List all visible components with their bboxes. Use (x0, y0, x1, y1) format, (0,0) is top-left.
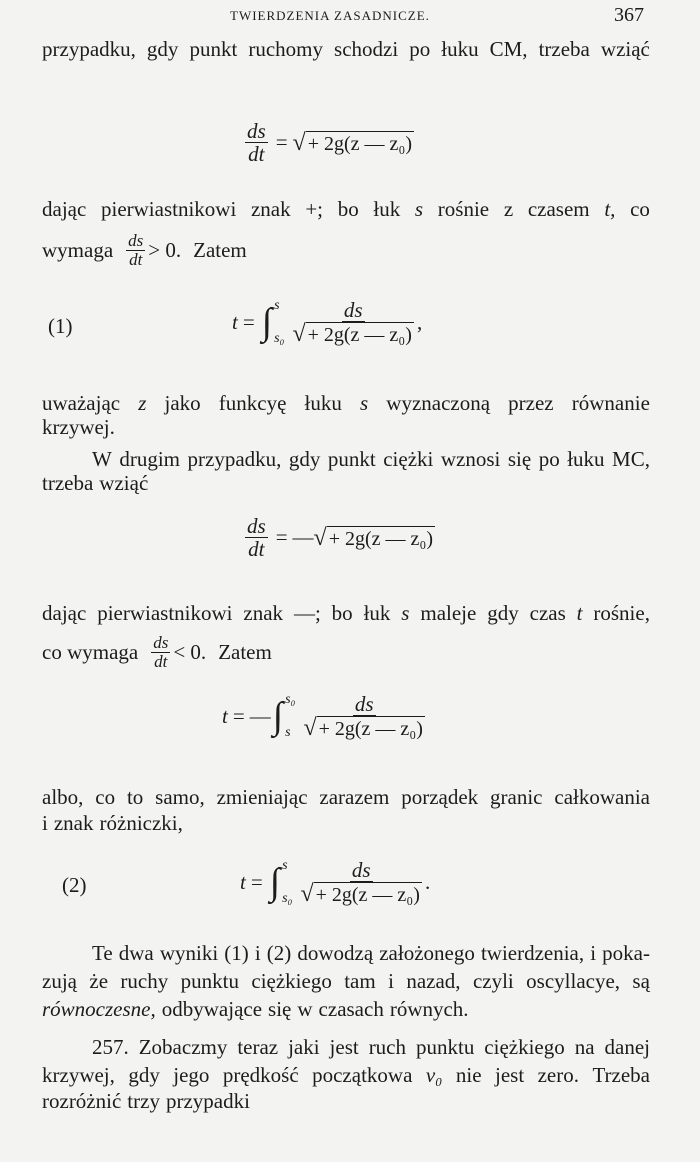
word: W (92, 447, 112, 471)
integral (262, 298, 285, 346)
word: krzywej. (42, 415, 115, 439)
fraction (245, 515, 268, 560)
word: ruchy (120, 969, 169, 993)
word: założonego (379, 941, 475, 965)
denominator: dt (129, 250, 143, 269)
word: ciężkiego (251, 969, 332, 993)
denominator: dt (248, 142, 265, 166)
word: czas (529, 601, 566, 625)
equation-ds-dt-positive (242, 120, 414, 165)
numerator: ds (247, 119, 266, 143)
word: przypadki (165, 1089, 250, 1113)
equation-2 (240, 858, 430, 906)
page-number: 367 (614, 4, 644, 26)
equation-1 (232, 298, 422, 346)
period: . (424, 869, 431, 894)
word: znak (250, 197, 291, 221)
word: wymaga (42, 238, 114, 262)
text-line (42, 996, 650, 1022)
radical-sign: √ (313, 524, 327, 551)
word: trzeba (538, 37, 590, 61)
square-root (314, 526, 436, 550)
word: Zobaczmy (138, 1035, 228, 1059)
numerator: ds (153, 633, 169, 652)
word: dowodzą (297, 941, 374, 965)
upper-limit: s₀ (285, 692, 296, 707)
word: równoczesne, (42, 997, 156, 1021)
word: maleje (420, 601, 477, 625)
word: nazad, (406, 969, 461, 993)
word: z (503, 197, 514, 221)
radicand: + 2g(z — z₀) (315, 883, 420, 906)
word: czasem (527, 197, 590, 221)
integral-sign: ∫ (261, 301, 273, 343)
numerator: ds (351, 857, 371, 882)
word: co (95, 785, 116, 809)
word: krzywej, (42, 1063, 115, 1087)
fraction (303, 693, 425, 740)
word: Te (92, 941, 113, 965)
word: ruch (368, 1035, 407, 1059)
word: przypadku, (42, 37, 136, 61)
text-line (42, 968, 650, 994)
word: ciężkiego (484, 1035, 565, 1059)
integral (270, 858, 293, 906)
word: oscyllacye, (526, 969, 621, 993)
word: dając (42, 197, 87, 221)
word: Zatem (193, 238, 247, 262)
word: gdy (146, 37, 179, 61)
equation-ds-dt-negative (242, 515, 435, 560)
numerator: ds (247, 514, 266, 538)
word: jego (173, 1063, 210, 1087)
word: się (268, 997, 292, 1021)
word: funkcyę (218, 391, 287, 415)
word: i (42, 811, 48, 835)
word: CM, (489, 37, 528, 61)
radicand: + 2g(z — z₀) (307, 323, 412, 346)
word: łuku (567, 447, 605, 471)
word: uważając (42, 391, 121, 415)
inequality: < 0. (173, 640, 207, 664)
minus-sign: — (249, 703, 271, 728)
word: ciężki (383, 447, 434, 471)
word: po (538, 447, 560, 471)
inline-condition-positive (42, 232, 247, 269)
word: wziąć (99, 471, 149, 495)
word: granic (490, 785, 543, 809)
radical-sign: √ (292, 129, 306, 156)
integral (273, 692, 296, 740)
word: MC, (612, 447, 650, 471)
text-line (92, 940, 650, 966)
word: rozróżnić (42, 1089, 122, 1113)
text-line (42, 784, 650, 810)
word: jako (164, 391, 201, 415)
word: wyniki (159, 941, 219, 965)
text-line (42, 470, 650, 496)
word: całkowania (554, 785, 650, 809)
word: bo (337, 197, 359, 221)
word: +; (305, 197, 324, 221)
word: po (409, 37, 431, 61)
word: punkt (189, 37, 238, 61)
word: łuk (363, 601, 391, 625)
word: równych. (389, 997, 469, 1021)
fraction (151, 634, 170, 671)
denominator: dt (248, 537, 265, 561)
word: punkt (327, 447, 376, 471)
word: s (414, 197, 424, 221)
word: początkowa (312, 1063, 413, 1087)
word: przypadku, (187, 447, 282, 471)
fraction (292, 299, 414, 346)
equals-sign: = (275, 130, 288, 154)
word: Trzeba (592, 1063, 650, 1087)
word: punktu (180, 969, 239, 993)
word: pierwiastnikowi (100, 197, 237, 221)
word: drugim (119, 447, 180, 471)
radical-sign: √ (292, 320, 306, 347)
text-line (42, 196, 650, 222)
word: na (574, 1035, 595, 1059)
word: rośnie (437, 197, 490, 221)
denominator: dt (154, 652, 168, 671)
word: wziąć (600, 37, 650, 61)
word: 257. (92, 1035, 129, 1059)
text-line (92, 446, 650, 472)
equation-reversed (222, 692, 428, 740)
lower-limit: s (285, 725, 291, 740)
equals-sign: = (250, 869, 263, 894)
word: różniczki, (99, 811, 183, 835)
word: trzeba (42, 471, 94, 495)
numerator: ds (343, 297, 363, 322)
text-line (42, 600, 650, 626)
integral-sign: ∫ (272, 695, 284, 737)
word: przez (508, 391, 554, 415)
word: są (632, 969, 650, 993)
word: zują (42, 969, 77, 993)
equation-label-2: (2) (62, 873, 87, 897)
word: gdy (128, 1063, 160, 1087)
word: znak (243, 601, 284, 625)
word: co (630, 197, 650, 221)
word: (1) (224, 941, 249, 965)
radicand: + 2g(z — z₀) (318, 717, 423, 740)
upper-limit: s (274, 298, 280, 313)
text-line (92, 1034, 650, 1060)
text-line (42, 414, 650, 440)
fraction (245, 120, 268, 165)
word: samo, (155, 785, 205, 809)
word: twierdzenia, (480, 941, 585, 965)
text-line (42, 810, 650, 836)
word: rośnie, (593, 601, 650, 625)
square-root (303, 716, 425, 740)
word: odbywające (161, 997, 263, 1021)
word: co wymaga (42, 640, 139, 664)
word: z (138, 391, 147, 415)
word: wyznaczoną (386, 391, 491, 415)
word: że (89, 969, 109, 993)
word: nie (455, 1063, 482, 1087)
word: jest (329, 1035, 359, 1059)
minus-sign: — (292, 525, 314, 549)
word: gdy (288, 447, 321, 471)
word: v₀ (425, 1063, 443, 1087)
word: zarazem (319, 785, 390, 809)
word: dając (42, 601, 87, 625)
word: to (126, 785, 144, 809)
integral-sign: ∫ (269, 861, 281, 903)
word: i (254, 941, 261, 965)
comma: , (416, 309, 423, 334)
fraction (300, 859, 422, 906)
word: t, (604, 197, 616, 221)
word: danej (604, 1035, 650, 1059)
radicand: + 2g(z — z₀) (328, 527, 434, 550)
word: zero. (537, 1063, 579, 1087)
word: jest (495, 1063, 525, 1087)
square-root (293, 131, 415, 155)
word: (2) (266, 941, 292, 965)
word: i (590, 941, 597, 965)
text-line (42, 1088, 650, 1114)
word: ruchomy (248, 37, 323, 61)
word: czasach (318, 997, 384, 1021)
variable-t: t (222, 703, 228, 728)
word: tam (344, 969, 376, 993)
word: Zatem (218, 640, 272, 664)
lower-limit: s₀ (282, 891, 293, 906)
radical-sign: √ (300, 880, 314, 907)
word: s (401, 601, 410, 625)
word: i (388, 969, 394, 993)
word: punktu (415, 1035, 475, 1059)
word: trzy (127, 1089, 160, 1113)
word: prędkość (222, 1063, 299, 1087)
word: w (297, 997, 313, 1021)
equals-sign: = (232, 703, 245, 728)
square-root (292, 322, 414, 346)
word: równanie (571, 391, 650, 415)
word: zmieniając (216, 785, 308, 809)
text-line (42, 390, 650, 416)
radical-sign: √ (303, 714, 317, 741)
equals-sign: = (275, 525, 288, 549)
word: gdy (487, 601, 519, 625)
word: albo, (42, 785, 84, 809)
word: porządek (401, 785, 479, 809)
variable-t: t (240, 869, 246, 894)
numerator: ds (128, 231, 144, 250)
word: łuk (373, 197, 401, 221)
fraction (126, 232, 145, 269)
word: poka- (602, 941, 650, 965)
word: wznosi (440, 447, 501, 471)
word: s (359, 391, 369, 415)
word: znak (53, 811, 94, 835)
word: się (507, 447, 532, 471)
lower-limit: s₀ (274, 331, 285, 346)
word: pierwiastnikowi (97, 601, 233, 625)
square-root (300, 882, 422, 906)
text-line (42, 1062, 650, 1088)
inline-condition-negative (42, 634, 272, 671)
numerator: ds (354, 691, 374, 716)
upper-limit: s (282, 858, 288, 873)
inequality: > 0. (148, 238, 182, 262)
variable-t: t (232, 309, 238, 334)
word: bo (331, 601, 353, 625)
word: teraz (237, 1035, 279, 1059)
word: —; (293, 601, 321, 625)
text-line (42, 36, 650, 62)
radicand: + 2g(z — z₀) (307, 132, 413, 155)
equals-sign: = (242, 309, 255, 334)
running-header: TWIERDZENIA ZASADNICZE. (230, 8, 430, 23)
word: dwa (118, 941, 154, 965)
word: łuku (304, 391, 342, 415)
word: czyli (472, 969, 514, 993)
word: t (576, 601, 583, 625)
equation-label-1: (1) (48, 314, 73, 338)
word: jaki (288, 1035, 320, 1059)
word: schodzi (334, 37, 399, 61)
word: łuku (441, 37, 479, 61)
